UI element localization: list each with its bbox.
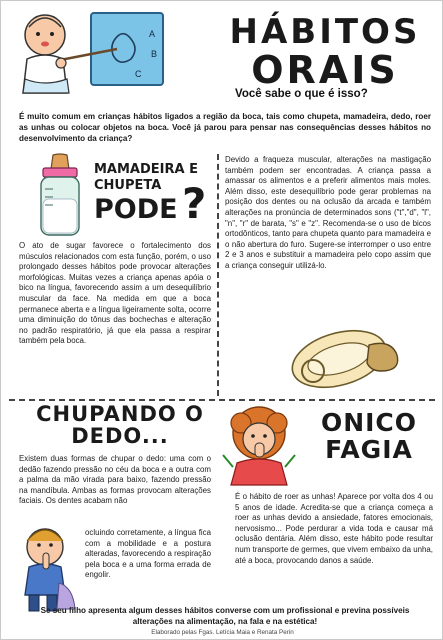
- question-mark: ?: [182, 179, 207, 228]
- chupando-text-bottom: ocluindo corretamente, a língua fica com a mobilidade e a postura alteradas, favorecendo a respiração pela boca e a uma forma errada de engolir.: [85, 528, 211, 580]
- vertical-divider: [217, 154, 219, 396]
- chart-letter-b: B: [151, 49, 158, 59]
- mamadeira-text-left: O ato de sugar favorece o fortalecimento dos músculos relacionados com esta função, porém, o uso prolongado desses hábitos pode provocar alterações morfológicas. Muitas vezes a criança apenas apóia o bico na língua, favorecendo assim a um desequilíbrio muscular da face. Na medida em que a boca permanece aberta e a língua ligeiramente solta, ocorre uma diminuição do tônus das bochechas e alteração no padrão respiratório, já que ela passa a respirar também pela boca.: [19, 241, 211, 346]
- mamadeira-heading-line-1: MAMADEIRA E: [94, 162, 198, 177]
- page-title: [211, 12, 439, 92]
- chupando-heading-line-2: DEDO...: [71, 424, 169, 449]
- pacifier-illustration: [283, 319, 403, 395]
- mamadeira-heading-line-2: CHUPETA: [94, 178, 162, 193]
- horizontal-divider: [9, 399, 435, 401]
- thumb-sucking-child-illustration: [13, 523, 81, 615]
- baby-head: [25, 15, 65, 55]
- onicofagia-heading-line-2: FAGIA: [325, 435, 413, 464]
- nail-biting-girl-illustration: [219, 403, 297, 487]
- closing-note: Se seu filho apresenta algum desses hábitos converse com um profissional e previna possíveis alterações na alimentação, na fala e na estética!: [40, 606, 410, 626]
- chupando-heading-line-1: CHUPANDO O: [36, 402, 204, 426]
- mamadeira-heading-line-3: PODE: [94, 194, 178, 225]
- mamadeira-heading: [94, 162, 212, 228]
- onicofagia-heading: [301, 409, 437, 463]
- onicofagia-heading-line-1: ONICO: [320, 408, 418, 437]
- title-line-1: HÁBITOS: [229, 12, 421, 52]
- credits: Elaborado pelas Fgas. Letícia Maia e Renata Perin: [151, 629, 294, 636]
- chart-letter-a: A: [149, 29, 156, 39]
- title-line-2: ORAIS: [251, 48, 399, 92]
- chupando-text-top: Existem duas formas de chupar o dedo: uma com o dedão fazendo pressão no céu da boca e a outra com a palma da mão virada para baixo, fazendo pressão na mandíbula. Ambas as formas provocam alterações faciais. Os dentes acabam não: [19, 454, 211, 506]
- baby-bottle-illustration: [31, 153, 89, 239]
- page-subtitle: Você sabe o que é isso?: [235, 88, 368, 100]
- onicofagia-text: É o hábito de roer as unhas! Aparece por volta dos 4 ou 5 anos de idade. Acredita-se que a criança começa a roer as unhas devido a ansiedade, fatores emocionais, nervosismo... Pode perdurar a vida toda e causar má oclusão dentária. Além disso, este hábito pode resultar num transporte de germes, que vivem embaixo da unha, até a boca, provocando danos a saúde.: [235, 492, 433, 565]
- mamadeira-text-right: Devido a fraqueza muscular, alterações na mastigação também podem ser encontradas. A criança passa a amassar os alimentos e a preferir alimentos mais moles. Além disso, este desequilíbrio pode gerar problemas na posição dos dentes ou na oclusão da arcada e também alterações na pronúncia de determinados sons ("t","d", "l", "n", "r" de barata, "s" e "z". Recomenda-se o uso de bicos ortodônticos, tanto para chupeta quanto para mamadeira e o não abertura do furo. Sugere-se interromper o uso entre 2 e 3 anos e substituir a mamadeira pelo copo assim que a criança conseguir utilizá-lo.: [225, 155, 431, 270]
- intro-paragraph: É muito comum em crianças hábitos ligados a região da boca, tais como chupeta, mamadeira, dedo, roer as unhas ou colocar objetos na boca. Você já parou para pensar nas consequências desses hábitos no desenvolvimento da criança?: [19, 112, 431, 143]
- chupando-heading: [29, 403, 211, 447]
- chart-letter-c: C: [135, 69, 142, 79]
- baby-teacher-illustration: [7, 7, 167, 103]
